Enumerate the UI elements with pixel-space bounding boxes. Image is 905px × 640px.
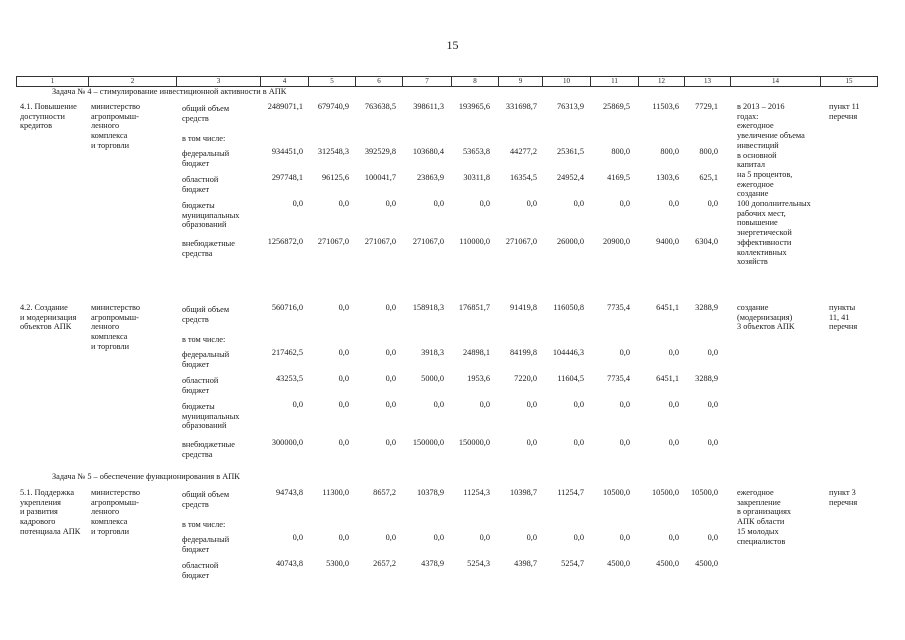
amount-cell: 0,0 <box>479 533 490 542</box>
amount-cell: 100041,7 <box>364 173 396 182</box>
funding-source-label-line: бюджет <box>182 544 210 554</box>
expected-result-line: 100 дополнительных <box>737 199 811 209</box>
measure-executor-line: комплекса <box>91 517 128 527</box>
amount-cell: 331698,7 <box>505 102 537 111</box>
amount-cell: 0,0 <box>573 400 584 409</box>
expected-result-line: повышение <box>737 218 778 228</box>
amount-cell: 1303,6 <box>656 173 679 182</box>
header-col-14: 14 <box>730 77 820 86</box>
amount-cell: 7735,4 <box>607 374 630 383</box>
measure-name-line: 4.2. Создание <box>20 303 68 312</box>
amount-cell: 94743,8 <box>276 488 303 497</box>
funding-source-label-line: средства <box>182 248 213 258</box>
measure-executor-line: и торговли <box>91 341 130 351</box>
amount-cell: 0,0 <box>573 533 584 542</box>
amount-cell: 0,0 <box>707 400 718 409</box>
amount-cell: 0,0 <box>385 438 396 447</box>
amount-cell: 11604,5 <box>557 374 584 383</box>
header-col-12: 12 <box>638 77 684 86</box>
amount-cell: 43253,5 <box>276 374 303 383</box>
amount-cell: 0,0 <box>292 199 303 208</box>
funding-source-label-line: областной <box>182 561 219 570</box>
amount-cell: 271067,0 <box>412 237 444 246</box>
amount-cell: 0,0 <box>668 438 679 447</box>
expected-result-line: закрепление <box>737 497 781 507</box>
list-reference-line: перечня <box>829 111 858 121</box>
expected-result <box>737 303 794 332</box>
header-col-15: 15 <box>820 77 878 86</box>
funding-source-label-line: в том числе: <box>182 520 226 529</box>
amount-cell: 4378,9 <box>421 559 444 568</box>
expected-result-line: инвестиций <box>737 140 779 150</box>
expected-result-line: рабочих мест, <box>737 208 786 218</box>
amount-cell: 4169,5 <box>607 173 630 182</box>
amount-cell: 5254,3 <box>467 559 490 568</box>
amount-cell: 271067,0 <box>317 237 349 246</box>
expected-result-line: 3 объектов АПК <box>737 322 795 332</box>
measure-executor-line: ленного <box>91 121 120 131</box>
amount-cell: 7735,4 <box>607 303 630 312</box>
funding-source-label <box>182 490 229 509</box>
amount-cell: 0,0 <box>573 199 584 208</box>
measure-name-line: 5.1. Поддержка <box>20 488 75 497</box>
measure-name <box>20 102 77 131</box>
expected-result-line: энергетической <box>737 228 792 238</box>
funding-source-label <box>182 149 229 168</box>
amount-cell: 10398,7 <box>510 488 537 497</box>
amount-cell: 23863,9 <box>417 173 444 182</box>
funding-source-label <box>182 201 239 230</box>
funding-source-label-line: образований <box>182 220 227 230</box>
amount-cell: 0,0 <box>292 400 303 409</box>
amount-cell: 0,0 <box>338 374 349 383</box>
funding-source-label-line: внебюджетные <box>182 239 235 248</box>
amount-cell: 11503,6 <box>652 102 679 111</box>
amount-cell: 0,0 <box>338 438 349 447</box>
amount-cell: 4398,7 <box>514 559 537 568</box>
amount-cell: 0,0 <box>385 374 396 383</box>
amount-cell: 800,0 <box>660 147 679 156</box>
amount-cell: 0,0 <box>385 303 396 312</box>
amount-cell: 158918,3 <box>412 303 444 312</box>
measure-executor-line: и торговли <box>91 140 130 150</box>
amount-cell: 6304,0 <box>695 237 718 246</box>
amount-cell: 800,0 <box>611 147 630 156</box>
amount-cell: 0,0 <box>479 199 490 208</box>
funding-source-label-line: общий объем <box>182 490 230 499</box>
amount-cell: 0,0 <box>619 348 630 357</box>
amount-cell: 392529,8 <box>364 147 396 156</box>
header-col-4: 4 <box>260 77 308 86</box>
amount-cell: 150000,0 <box>458 438 490 447</box>
amount-cell: 0,0 <box>526 533 537 542</box>
header-col-2: 2 <box>88 77 176 86</box>
task-heading: Задача № 4 – стимулирование инвестиционной активности в АПК <box>52 87 287 96</box>
amount-cell: 0,0 <box>619 199 630 208</box>
funding-source-label <box>182 440 235 459</box>
amount-cell: 7729,1 <box>695 102 718 111</box>
amount-cell: 679740,9 <box>317 102 349 111</box>
funding-source-label <box>182 239 235 258</box>
amount-cell: 0,0 <box>433 400 444 409</box>
amount-cell: 4500,0 <box>656 559 679 568</box>
funding-source-label <box>182 134 225 144</box>
amount-cell: 10500,0 <box>603 488 630 497</box>
measure-executor-line: министерство <box>91 303 141 312</box>
amount-cell: 0,0 <box>433 533 444 542</box>
measure-name-line: потенциала АПК <box>20 526 81 536</box>
funding-source-label <box>182 335 225 345</box>
expected-result-line: эффективности <box>737 237 792 247</box>
amount-cell: 11300,0 <box>322 488 349 497</box>
amount-cell: 26000,0 <box>557 237 584 246</box>
funding-source-label-line: федеральный <box>182 535 230 544</box>
amount-cell: 84199,8 <box>510 348 537 357</box>
amount-cell: 3288,9 <box>695 374 718 383</box>
amount-cell: 0,0 <box>526 400 537 409</box>
funding-source-label <box>182 175 218 194</box>
funding-source-label <box>182 350 229 369</box>
funding-source-label-line: в том числе: <box>182 335 226 344</box>
measure-executor-line: ленного <box>91 507 120 517</box>
expected-result-line: ежегодное <box>737 121 774 131</box>
amount-cell: 4500,0 <box>695 559 718 568</box>
measure-executor-line: ленного <box>91 322 120 332</box>
header-col-13: 13 <box>684 77 730 86</box>
amount-cell: 934451,0 <box>271 147 303 156</box>
amount-cell: 763638,5 <box>364 102 396 111</box>
expected-result-line: в основной <box>737 150 777 160</box>
amount-cell: 176851,7 <box>458 303 490 312</box>
funding-source-label-line: муниципальных <box>182 210 240 220</box>
funding-source-label-line: федеральный <box>182 350 230 359</box>
funding-source-label-line: в том числе: <box>182 134 226 143</box>
expected-result-line: ежегодное <box>737 179 774 189</box>
amount-cell: 0,0 <box>619 400 630 409</box>
amount-cell: 193965,6 <box>458 102 490 111</box>
funding-source-label-line: областной <box>182 175 219 184</box>
amount-cell: 40743,8 <box>276 559 303 568</box>
amount-cell: 5254,7 <box>561 559 584 568</box>
amount-cell: 297748,1 <box>271 173 303 182</box>
measure-executor <box>91 303 140 352</box>
amount-cell: 0,0 <box>338 400 349 409</box>
measure-executor-line: министерство <box>91 102 141 111</box>
expected-result-line: (модернизация) <box>737 312 793 322</box>
funding-source-label <box>182 104 229 123</box>
amount-cell: 3918,3 <box>421 348 444 357</box>
amount-cell: 7220,0 <box>514 374 537 383</box>
measure-executor-line: агропромыш- <box>91 111 139 121</box>
funding-source-label <box>182 305 229 324</box>
list-reference <box>829 488 857 507</box>
amount-cell: 0,0 <box>385 400 396 409</box>
amount-cell: 11254,7 <box>557 488 584 497</box>
amount-cell: 4500,0 <box>607 559 630 568</box>
measure-name-line: объектов АПК <box>20 322 72 332</box>
expected-result-line: создание <box>737 303 769 312</box>
amount-cell: 0,0 <box>619 533 630 542</box>
funding-source-label-line: областной <box>182 376 219 385</box>
amount-cell: 0,0 <box>668 400 679 409</box>
amount-cell: 0,0 <box>526 199 537 208</box>
amount-cell: 800,0 <box>699 147 718 156</box>
amount-cell: 30311,8 <box>463 173 490 182</box>
amount-cell: 0,0 <box>573 438 584 447</box>
amount-cell: 11254,3 <box>463 488 490 497</box>
expected-result-line: капитал <box>737 160 765 170</box>
measure-name <box>20 303 76 332</box>
header-col-6: 6 <box>355 77 402 86</box>
amount-cell: 0,0 <box>668 348 679 357</box>
measure-name-line: кадрового <box>20 517 56 527</box>
header-col-5: 5 <box>308 77 355 86</box>
measure-executor-line: агропромыш- <box>91 312 139 322</box>
amount-cell: 0,0 <box>292 533 303 542</box>
amount-cell: 0,0 <box>479 400 490 409</box>
amount-cell: 25869,5 <box>603 102 630 111</box>
funding-source-label <box>182 520 225 530</box>
amount-cell: 0,0 <box>385 199 396 208</box>
expected-result-line: АПК области <box>737 517 785 527</box>
task-heading: Задача № 5 – обеспечение функционирования в АПК <box>52 472 240 481</box>
amount-cell: 25361,5 <box>557 147 584 156</box>
funding-source-label <box>182 561 218 580</box>
funding-source-label <box>182 376 218 395</box>
funding-source-label-line: бюджет <box>182 158 210 168</box>
funding-source-label-line: бюджет <box>182 359 210 369</box>
column-number-header <box>16 76 878 87</box>
measure-name-line: и модернизация <box>20 312 77 322</box>
expected-result-line: 15 молодых <box>737 526 779 536</box>
list-reference-line: перечня <box>829 322 858 332</box>
expected-result-line: специалистов <box>737 536 786 546</box>
measure-name-line: доступности <box>20 111 65 121</box>
amount-cell: 0,0 <box>619 438 630 447</box>
list-reference-line: пункт 11 <box>829 102 860 111</box>
measure-executor-line: и торговли <box>91 526 130 536</box>
amount-cell: 10378,9 <box>417 488 444 497</box>
funding-source-label-line: бюджет <box>182 570 210 580</box>
list-reference-line: 11, 41 <box>829 312 850 322</box>
amount-cell: 24952,4 <box>557 173 584 182</box>
funding-source-label-line: бюджет <box>182 385 210 395</box>
funding-source-label-line: бюджеты <box>182 201 215 210</box>
list-reference-line: перечня <box>829 497 858 507</box>
amount-cell: 0,0 <box>707 199 718 208</box>
list-reference-line: пункты <box>829 303 856 312</box>
list-reference <box>829 102 860 121</box>
amount-cell: 3288,9 <box>695 303 718 312</box>
header-col-10: 10 <box>542 77 590 86</box>
amount-cell: 0,0 <box>707 533 718 542</box>
amount-cell: 116050,8 <box>553 303 584 312</box>
amount-cell: 560716,0 <box>271 303 303 312</box>
page-number: 15 <box>446 38 459 52</box>
expected-result-line: годах: <box>737 111 759 121</box>
expected-result-line: в организациях <box>737 507 792 517</box>
amount-cell: 300000,0 <box>271 438 303 447</box>
amount-cell: 271067,0 <box>505 237 537 246</box>
measure-name-line: 4.1. Повышение <box>20 102 77 111</box>
amount-cell: 5300,0 <box>326 559 349 568</box>
header-col-11: 11 <box>590 77 638 86</box>
amount-cell: 271067,0 <box>364 237 396 246</box>
amount-cell: 2657,2 <box>373 559 396 568</box>
amount-cell: 312548,3 <box>317 147 349 156</box>
measure-name-line: укрепления <box>20 497 61 507</box>
amount-cell: 0,0 <box>707 438 718 447</box>
funding-source-label-line: федеральный <box>182 149 230 158</box>
amount-cell: 24898,1 <box>463 348 490 357</box>
funding-source-label-line: образований <box>182 421 227 431</box>
amount-cell: 110000,0 <box>459 237 490 246</box>
measure-executor-line: комплекса <box>91 131 128 141</box>
amount-cell: 8657,2 <box>373 488 396 497</box>
amount-cell: 0,0 <box>385 533 396 542</box>
funding-source-label-line: муниципальных <box>182 411 240 421</box>
amount-cell: 217462,5 <box>271 348 303 357</box>
amount-cell: 44277,2 <box>510 147 537 156</box>
amount-cell: 96125,6 <box>322 173 349 182</box>
amount-cell: 0,0 <box>338 533 349 542</box>
amount-cell: 6451,1 <box>656 374 679 383</box>
amount-cell: 5000,0 <box>421 374 444 383</box>
list-reference <box>829 303 857 332</box>
measure-executor-line: комплекса <box>91 332 128 342</box>
amount-cell: 53653,8 <box>463 147 490 156</box>
funding-source-label-line: средств <box>182 314 209 324</box>
amount-cell: 104446,3 <box>552 348 584 357</box>
amount-cell: 150000,0 <box>412 438 444 447</box>
funding-source-label-line: внебюджетные <box>182 440 235 449</box>
funding-source-label-line: средств <box>182 499 209 509</box>
measure-name-line: кредитов <box>20 121 52 131</box>
measure-executor <box>91 488 140 537</box>
amount-cell: 398611,3 <box>413 102 444 111</box>
header-col-8: 8 <box>451 77 498 86</box>
expected-result-line: коллективных <box>737 247 787 257</box>
funding-source-label <box>182 402 239 431</box>
funding-source-label-line: бюджеты <box>182 402 215 411</box>
amount-cell: 0,0 <box>668 533 679 542</box>
amount-cell: 0,0 <box>338 199 349 208</box>
amount-cell: 0,0 <box>385 348 396 357</box>
funding-source-label-line: бюджет <box>182 184 210 194</box>
expected-result-line: увеличение объема <box>737 131 805 141</box>
measure-executor <box>91 102 140 151</box>
amount-cell: 20900,0 <box>603 237 630 246</box>
amount-cell: 625,1 <box>699 173 718 182</box>
measure-name <box>20 488 80 537</box>
amount-cell: 0,0 <box>433 199 444 208</box>
funding-source-label-line: общий объем <box>182 104 230 113</box>
amount-cell: 1256872,0 <box>267 237 303 246</box>
amount-cell: 1953,6 <box>467 374 490 383</box>
list-reference-line: пункт 3 <box>829 488 856 497</box>
amount-cell: 0,0 <box>338 348 349 357</box>
funding-source-label-line: средств <box>182 113 209 123</box>
amount-cell: 16354,5 <box>510 173 537 182</box>
funding-source-label <box>182 535 229 554</box>
funding-source-label-line: общий объем <box>182 305 230 314</box>
amount-cell: 10500,0 <box>691 488 718 497</box>
expected-result-line: на 5 процентов, <box>737 169 793 179</box>
funding-source-label-line: средства <box>182 449 213 459</box>
expected-result <box>737 488 791 546</box>
amount-cell: 103680,4 <box>412 147 444 156</box>
measure-executor-line: агропромыш- <box>91 497 139 507</box>
expected-result-line: хозяйств <box>737 257 768 267</box>
amount-cell: 2489071,1 <box>267 102 303 111</box>
amount-cell: 0,0 <box>707 348 718 357</box>
header-col-1: 1 <box>16 77 88 86</box>
amount-cell: 0,0 <box>338 303 349 312</box>
expected-result-line: ежегодное <box>737 488 774 497</box>
expected-result-line: в 2013 – 2016 <box>737 102 785 111</box>
measure-executor-line: министерство <box>91 488 141 497</box>
amount-cell: 9400,0 <box>656 237 679 246</box>
expected-result-line: создание <box>737 189 769 199</box>
header-col-9: 9 <box>498 77 542 86</box>
amount-cell: 0,0 <box>526 438 537 447</box>
amount-cell: 76313,9 <box>557 102 584 111</box>
amount-cell: 6451,1 <box>656 303 679 312</box>
expected-result <box>737 102 811 267</box>
amount-cell: 0,0 <box>668 199 679 208</box>
measure-name-line: и развития <box>20 507 58 517</box>
header-col-7: 7 <box>402 77 451 86</box>
amount-cell: 91419,8 <box>510 303 537 312</box>
header-col-3: 3 <box>176 77 260 86</box>
amount-cell: 10500,0 <box>652 488 679 497</box>
